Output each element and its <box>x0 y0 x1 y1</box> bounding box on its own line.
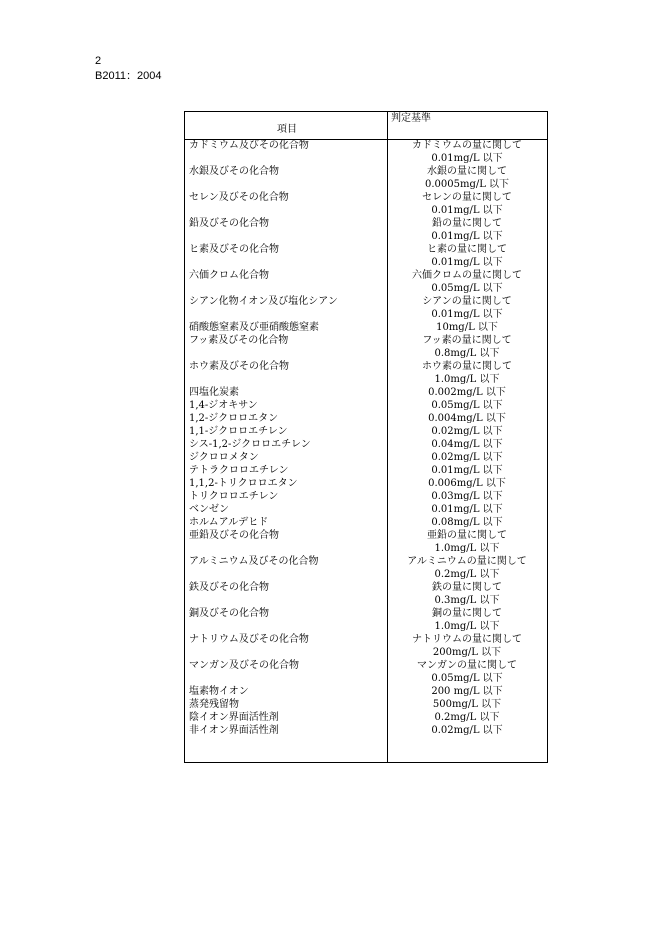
table-row <box>185 685 547 698</box>
item-cell: ベンゼン <box>189 504 229 515</box>
criteria-line: 10mg/L 以下 <box>436 322 498 333</box>
criteria-line: 鉄の量に関して <box>432 582 502 593</box>
table-row <box>185 451 547 464</box>
criteria-cell <box>387 607 547 633</box>
table-row <box>185 243 547 269</box>
table-row <box>185 633 547 659</box>
criteria-line: 0.02mg/L 以下 <box>431 426 503 437</box>
criteria-cell <box>387 659 547 685</box>
criteria-table <box>184 111 548 763</box>
criteria-cell <box>387 685 547 698</box>
page-number: 2 <box>95 55 102 67</box>
table-row <box>185 191 547 217</box>
criteria-cell <box>387 399 547 412</box>
criteria-cell <box>387 295 547 321</box>
item-cell: セレン及びその化合物 <box>189 192 289 203</box>
criteria-line: 0.01mg/L 以下 <box>431 465 503 476</box>
item-cell: フッ素及びその化合物 <box>189 335 289 346</box>
table-row <box>185 659 547 685</box>
criteria-cell <box>387 425 547 438</box>
item-cell: 水銀及びその化合物 <box>189 166 279 177</box>
criteria-line: 水銀の量に関して <box>427 166 507 177</box>
criteria-limit: 200mg/L 以下 <box>432 647 502 658</box>
table-row <box>185 386 547 399</box>
criteria-cell <box>387 555 547 581</box>
criteria-line: 200 mg/L 以下 <box>431 686 503 697</box>
criteria-line: アルミニウムの量に関して <box>407 556 527 567</box>
table-row <box>185 425 547 438</box>
table-row <box>185 555 547 581</box>
criteria-line: 銅の量に関して <box>432 608 502 619</box>
criteria-cell <box>387 243 547 269</box>
criteria-limit: 0.8mg/L 以下 <box>434 348 500 359</box>
standard-id: B2011：2004 <box>95 70 162 82</box>
criteria-line: 六価クロムの量に関して <box>412 270 522 281</box>
criteria-cell <box>387 269 547 295</box>
criteria-cell <box>387 412 547 425</box>
table-row <box>185 217 547 243</box>
item-cell: 1,2-ジクロロエタン <box>189 413 279 424</box>
criteria-line: 0.02mg/L 以下 <box>431 452 503 463</box>
criteria-cell <box>387 191 547 217</box>
item-cell: 六価クロム化合物 <box>189 270 269 281</box>
criteria-line: 0.002mg/L 以下 <box>428 387 506 398</box>
criteria-cell <box>387 516 547 529</box>
criteria-cell <box>387 334 547 360</box>
item-cell: 非イオン界面活性剤 <box>189 725 279 736</box>
criteria-limit: 0.01mg/L 以下 <box>431 257 503 268</box>
table-row <box>185 438 547 451</box>
criteria-line: 0.006mg/L 以下 <box>428 478 506 489</box>
criteria-cell <box>387 438 547 451</box>
criteria-line: マンガンの量に関して <box>417 660 517 671</box>
criteria-line: 500mg/L 以下 <box>432 699 502 710</box>
criteria-line: 0.01mg/L 以下 <box>431 504 503 515</box>
criteria-line: ヒ素の量に関して <box>427 244 507 255</box>
criteria-line: 0.2mg/L 以下 <box>434 712 500 723</box>
criteria-line: 亜鉛の量に関して <box>427 530 507 541</box>
criteria-line: ナトリウムの量に関して <box>412 634 522 645</box>
criteria-line: セレンの量に関して <box>422 192 512 203</box>
criteria-line: 0.05mg/L 以下 <box>431 400 503 411</box>
criteria-line: カドミウムの量に関して <box>412 140 522 151</box>
item-cell: マンガン及びその化合物 <box>189 660 299 671</box>
criteria-line: ホウ素の量に関して <box>422 361 512 372</box>
item-cell: 1,1-ジクロロエチレン <box>189 426 288 437</box>
table-row <box>185 139 547 165</box>
criteria-cell <box>387 724 547 737</box>
criteria-line: シアンの量に関して <box>422 296 512 307</box>
item-cell: トリクロロエチレン <box>189 491 279 502</box>
item-cell: 亜鉛及びその化合物 <box>189 530 279 541</box>
item-cell: 1,4-ジオキサン <box>189 400 258 411</box>
item-cell: ホウ素及びその化合物 <box>189 361 289 372</box>
criteria-limit: 0.0005mg/L 以下 <box>424 179 510 190</box>
criteria-line: 0.004mg/L 以下 <box>428 413 506 424</box>
item-cell: 1,1,2-トリクロロエタン <box>189 478 298 489</box>
criteria-line: 0.02mg/L 以下 <box>431 725 503 736</box>
table-row <box>185 724 547 737</box>
table-row <box>185 399 547 412</box>
criteria-limit: 1.0mg/L 以下 <box>434 543 500 554</box>
criteria-line: 0.03mg/L 以下 <box>431 491 503 502</box>
criteria-limit: 1.0mg/L 以下 <box>434 374 500 385</box>
table-row <box>185 269 547 295</box>
item-cell: 硝酸態窒素及び亜硝酸態窒素 <box>189 322 319 333</box>
criteria-cell <box>387 503 547 516</box>
table-row <box>185 711 547 724</box>
criteria-cell <box>387 633 547 659</box>
criteria-line: フッ素の量に関して <box>422 335 512 346</box>
criteria-limit: 0.2mg/L 以下 <box>434 569 500 580</box>
table-row <box>185 698 547 711</box>
criteria-cell <box>387 217 547 243</box>
criteria-limit: 0.05mg/L 以下 <box>431 673 503 684</box>
item-cell: ホルムアルデヒド <box>189 517 269 528</box>
criteria-limit: 0.01mg/L 以下 <box>431 205 503 216</box>
table-row <box>185 477 547 490</box>
criteria-limit: 0.01mg/L 以下 <box>431 153 503 164</box>
item-cell: ジクロロメタン <box>189 452 259 463</box>
criteria-cell <box>387 490 547 503</box>
item-cell: 陰イオン界面活性剤 <box>189 712 279 723</box>
criteria-cell <box>387 451 547 464</box>
table-row <box>185 165 547 191</box>
criteria-cell <box>387 139 547 165</box>
item-cell: 鉛及びその化合物 <box>189 218 269 229</box>
criteria-column-header: 判定基準 <box>391 113 431 124</box>
table-row <box>185 529 547 555</box>
item-cell: 四塩化炭素 <box>189 387 239 398</box>
criteria-cell <box>387 477 547 490</box>
table-row <box>185 503 547 516</box>
criteria-line: 0.08mg/L 以下 <box>431 517 503 528</box>
criteria-cell <box>387 464 547 477</box>
table-row <box>185 334 547 360</box>
criteria-limit: 0.05mg/L 以下 <box>431 283 503 294</box>
item-cell: アルミニウム及びその化合物 <box>189 556 319 567</box>
table-row <box>185 464 547 477</box>
item-cell: シス-1,2-ジクロロエチレン <box>189 439 311 450</box>
table-row <box>185 516 547 529</box>
item-cell: ナトリウム及びその化合物 <box>189 634 309 645</box>
table-body <box>185 139 547 737</box>
item-cell: テトラクロロエチレン <box>189 465 289 476</box>
criteria-cell <box>387 360 547 386</box>
criteria-cell <box>387 698 547 711</box>
table-row <box>185 607 547 633</box>
table-row <box>185 295 547 321</box>
table-row <box>185 360 547 386</box>
criteria-cell <box>387 321 547 334</box>
criteria-cell <box>387 711 547 724</box>
criteria-cell <box>387 386 547 399</box>
criteria-line: 鉛の量に関して <box>432 218 502 229</box>
item-cell: シアン化物イオン及び塩化シアン <box>189 296 338 307</box>
criteria-limit: 1.0mg/L 以下 <box>434 621 500 632</box>
criteria-cell <box>387 529 547 555</box>
criteria-line: 0.04mg/L 以下 <box>431 439 503 450</box>
item-cell: 鉄及びその化合物 <box>189 582 269 593</box>
item-cell: 銅及びその化合物 <box>189 608 269 619</box>
item-cell: 塩素物イオン <box>189 686 249 697</box>
criteria-cell <box>387 165 547 191</box>
table-row <box>185 490 547 503</box>
item-cell: 蒸発残留物 <box>189 699 239 710</box>
criteria-limit: 0.01mg/L 以下 <box>431 231 503 242</box>
criteria-limit: 0.3mg/L 以下 <box>434 595 500 606</box>
item-column-header: 項目 <box>277 124 297 135</box>
table-row <box>185 321 547 334</box>
item-cell: カドミウム及びその化合物 <box>189 140 309 151</box>
criteria-limit: 0.01mg/L 以下 <box>431 309 503 320</box>
table-row <box>185 412 547 425</box>
table-row <box>185 581 547 607</box>
item-cell: ヒ素及びその化合物 <box>189 244 279 255</box>
criteria-cell <box>387 581 547 607</box>
